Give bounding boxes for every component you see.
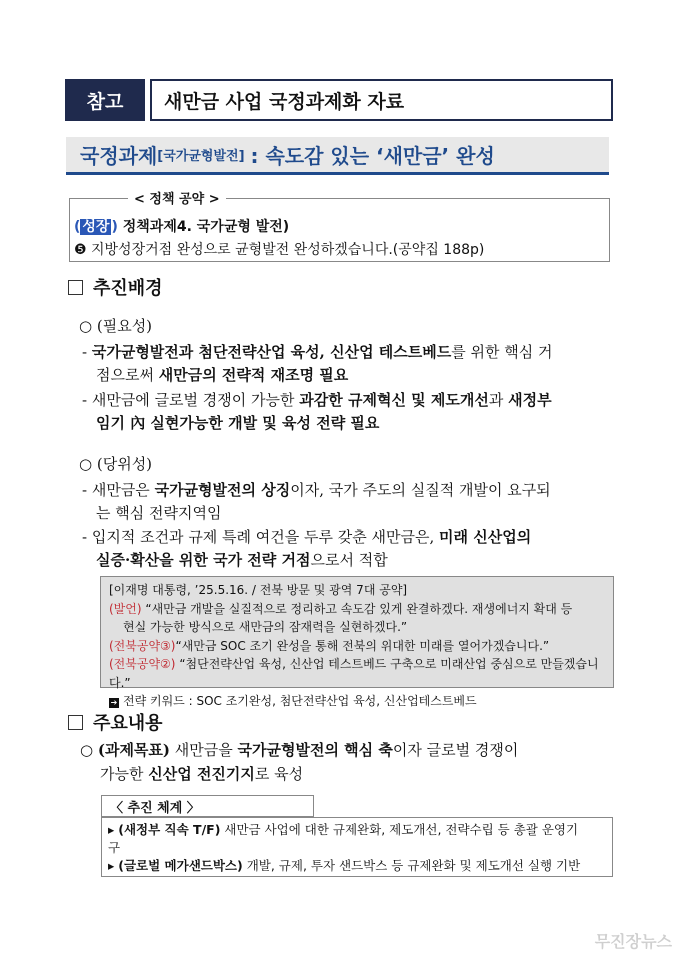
quote-remark-cont: 현실 가능한 방식으로 새만금의 잠재력을 실현하겠다.” bbox=[123, 620, 408, 634]
headline-part3: : 속도감 있는 ‘새만금’ 완성 bbox=[250, 144, 495, 168]
bold-text: (글로벌 메가샌드박스) bbox=[118, 858, 243, 873]
policy-label: < 정책 공약 > bbox=[128, 188, 226, 207]
goal-line1 bbox=[80, 738, 620, 762]
text: 개발, 규제, 투자 샌드박스 등 규제완화 및 제도개선 실행 기반 bbox=[242, 858, 581, 873]
bold-text: 실증·확산을 위한 국가 전략 거점 bbox=[96, 551, 311, 569]
arrow-right-icon: ➔ bbox=[110, 698, 118, 707]
text: 점으로써 bbox=[96, 366, 159, 384]
text: 이자 글로벌 경쟁이 bbox=[392, 741, 519, 759]
bold-text: 미래 신산업의 bbox=[439, 528, 532, 546]
bold-text: 새만금의 전략적 재조명 필요 bbox=[158, 366, 349, 384]
quote-pledge3 bbox=[109, 637, 605, 656]
text: - 입지적 조건과 규제 특례 여건을 두루 갖춘 새만금은, bbox=[82, 528, 440, 546]
need-bullet1-cont bbox=[96, 363, 348, 387]
need-bullet2-cont: 임기 內 실현가능한 개발 및 육성 전략 필요 bbox=[96, 414, 380, 432]
headline-part1: 국정과제 bbox=[80, 144, 158, 168]
bold-text: 새정부 bbox=[508, 391, 552, 409]
section-background bbox=[68, 274, 163, 300]
policy-line1 bbox=[74, 216, 289, 236]
watermark: 무진장뉴스 bbox=[594, 932, 672, 951]
tag-open: ( bbox=[74, 219, 81, 235]
goal-line2 bbox=[100, 762, 303, 786]
bold-text: 국가균형발전의 핵심 축 bbox=[237, 741, 393, 759]
tag-close: ) bbox=[111, 219, 118, 235]
policy-line2: ❺ 지방성장거점 완성으로 균형발전 완성하겠습니다.(공약집 188p) bbox=[74, 242, 485, 258]
pledge2-tag: (전북공약②) bbox=[109, 657, 176, 671]
pledge3-tag: (전북공약③) bbox=[109, 638, 176, 653]
quote-keywords bbox=[109, 692, 605, 711]
system-row1 bbox=[108, 821, 606, 839]
keywords-text: 전략 키워드 : SOC 조기완성, 첨단전략산업 육성, 신산업테스트베드 bbox=[123, 694, 477, 708]
triangle-bullet-icon: ▸ bbox=[108, 858, 115, 873]
quote-box bbox=[100, 576, 614, 708]
just-bullet1 bbox=[82, 478, 622, 502]
section-title: 주요내용 bbox=[93, 713, 163, 734]
need-header: ○ (필요성) bbox=[79, 317, 153, 335]
just-bullet2-cont bbox=[96, 548, 388, 572]
bold-text: 과감한 규제혁신 및 제도개선 bbox=[299, 391, 489, 409]
text: 과 bbox=[488, 391, 509, 409]
pledge2-text: “첨단전략산업 육성, 신산업 테스트베드 구축으로 미래산업 중심으로 만들겠습니다.” bbox=[109, 657, 599, 690]
need-bullet1 bbox=[82, 340, 622, 364]
system-row1-cont: 구 bbox=[108, 840, 121, 855]
quote-remark bbox=[109, 600, 605, 619]
text: 를 위한 핵심 거 bbox=[451, 343, 553, 361]
text: 새만금 사업에 대한 규제완화, 제도개선, 전략수립 등 총괄 운영기 bbox=[220, 822, 579, 837]
remark-tag: (발언) bbox=[109, 601, 142, 616]
title-badge: 참고 bbox=[65, 79, 145, 121]
bold-text: (새정부 직속 T/F) bbox=[118, 822, 221, 837]
system-label: 〈 추진 체계 〉 bbox=[101, 795, 314, 817]
triangle-bullet-icon: ▸ bbox=[108, 822, 115, 837]
text: 가능한 bbox=[100, 765, 149, 783]
growth-tag: 성장 bbox=[82, 219, 110, 235]
bold-text: 국가균형발전의 상징 bbox=[154, 481, 291, 499]
just-header: ○ (당위성) bbox=[79, 455, 153, 473]
text: ○ bbox=[80, 741, 98, 759]
quote-pledge2 bbox=[109, 655, 605, 692]
text: - 새만금은 bbox=[82, 481, 155, 499]
bold-text: (과제목표) bbox=[97, 741, 171, 759]
policy-task: 정책과제4. 국가균형 발전) bbox=[122, 219, 290, 235]
square-icon bbox=[68, 715, 83, 730]
section-title: 추진배경 bbox=[93, 278, 163, 299]
just-bullet2 bbox=[82, 525, 622, 549]
bold-text: 신산업 전진기지 bbox=[148, 765, 255, 783]
text: - 새만금에 글로벌 경쟁이 가능한 bbox=[82, 391, 300, 409]
system-box bbox=[101, 817, 613, 877]
remark-text: “새만금 개발을 실질적으로 정리하고 속도감 있게 완결하겠다. 재생에너지 확대 등 bbox=[141, 601, 573, 616]
headline-part2: [국가균형발전] bbox=[157, 149, 245, 164]
section-content bbox=[68, 709, 163, 735]
text: 로 육성 bbox=[254, 765, 304, 783]
square-icon bbox=[68, 280, 83, 295]
just-bullet1-cont: 는 핵심 전략지역임 bbox=[96, 504, 222, 522]
pledge3-text: “새만금 SOC 조기 완성을 통해 전북의 위대한 미래를 열어가겠습니다.” bbox=[175, 638, 550, 653]
need-bullet2 bbox=[82, 388, 622, 412]
page-title: 새만금 사업 국정과제화 자료 bbox=[150, 79, 613, 121]
headline bbox=[66, 137, 609, 175]
text: 이자, 국가 주도의 실질적 개발이 요구되 bbox=[290, 481, 551, 499]
quote-source: [이재명 대통령, ’25.5.16. / 전북 방문 및 광역 7대 공약] bbox=[109, 583, 408, 597]
system-row2 bbox=[108, 857, 606, 875]
text: 으로서 적합 bbox=[310, 551, 388, 569]
bold-text: 국가균형발전과 첨단전략산업 육성, 신산업 테스트베드 bbox=[91, 343, 452, 361]
text: 새만금을 bbox=[170, 741, 238, 759]
dash: - bbox=[82, 343, 92, 361]
